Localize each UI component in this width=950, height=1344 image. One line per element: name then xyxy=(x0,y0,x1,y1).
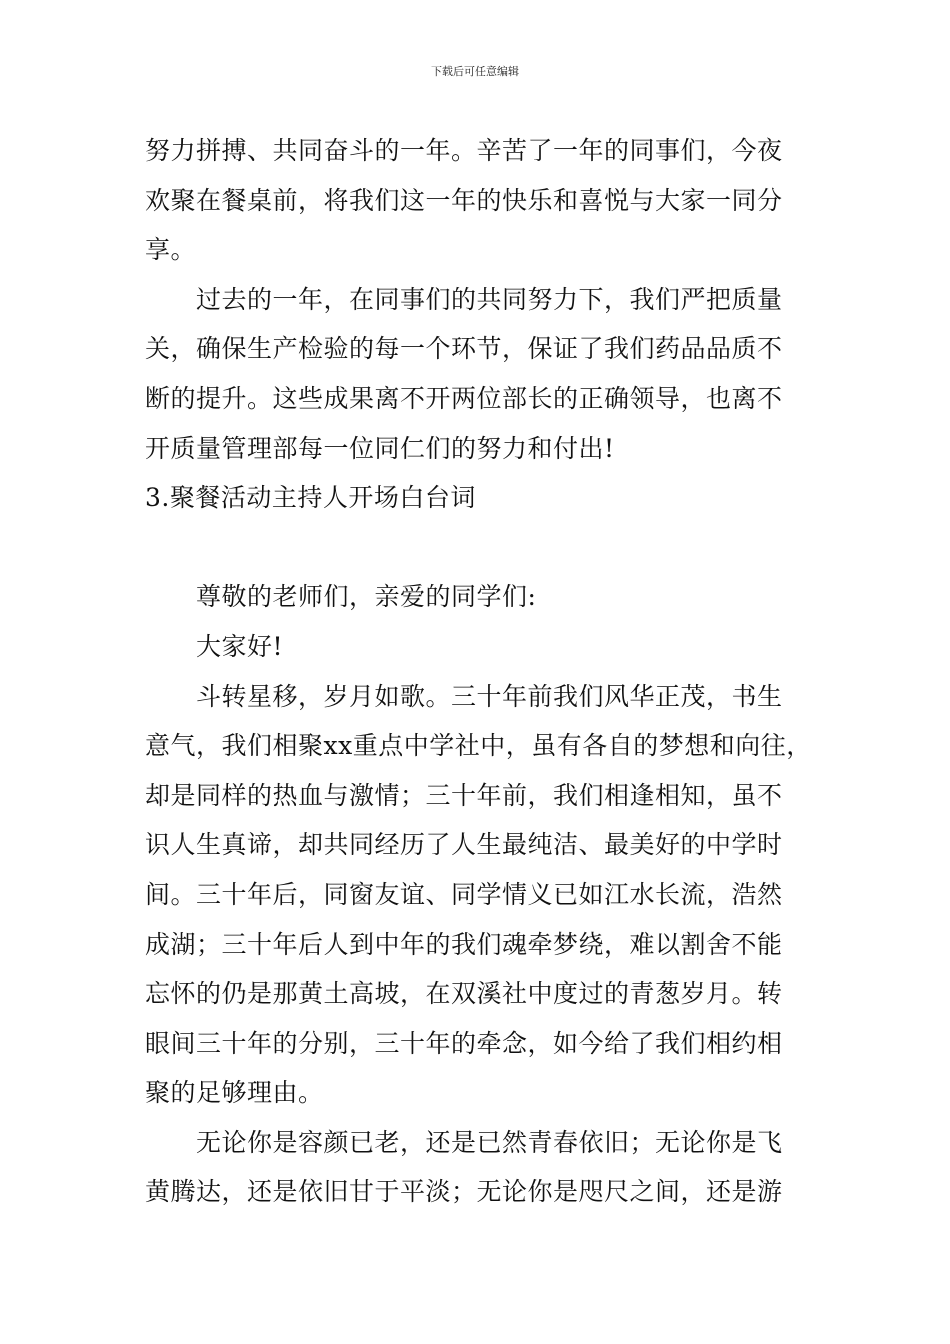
document-body xyxy=(145,126,845,1217)
paragraph-3-line-5: 间。三十年后，同窗友谊、同学情义已如江水长流，浩然 xyxy=(145,879,783,909)
blank-line xyxy=(145,523,845,573)
page-header-note: 下载后可任意编辑 xyxy=(431,65,519,78)
paragraph-2-line-2: 关，确保生产检验的每一个环节，保证了我们药品品质不 xyxy=(145,334,783,364)
section-heading: 3.聚餐活动主持人开场白台词 xyxy=(145,483,476,513)
paragraph-4-line-2: 黄腾达，还是依旧甘于平淡；无论你是咫尺之间，还是游 xyxy=(145,1177,783,1207)
paragraph-3-line-8: 眼间三十年的分别，三十年的牵念，如今给了我们相约相 xyxy=(145,1028,783,1058)
paragraph-2-line-3: 断的提升。这些成果离不开两位部长的正确领导，也离不 xyxy=(145,383,783,413)
paragraph-3-line-2: 意气，我们相聚xx重点中学社中，虽有各自的梦想和向往， xyxy=(145,731,812,761)
paragraph-3-line-4: 识人生真谛，却共同经历了人生最纯洁、最美好的中学时 xyxy=(145,830,783,860)
paragraph-2-line-1: 过去的一年，在同事们的共同努力下，我们严把质量 xyxy=(196,284,783,314)
paragraph-1-line-2: 欢聚在餐桌前，将我们这一年的快乐和喜悦与大家一同分 xyxy=(145,185,783,215)
paragraph-3-line-9: 聚的足够理由。 xyxy=(145,1078,324,1108)
salutation: 尊敬的老师们，亲爱的同学们: xyxy=(196,582,537,612)
paragraph-1-line-1: 努力拼搏、共同奋斗的一年。辛苦了一年的同事们，今夜 xyxy=(145,136,783,165)
paragraph-3-line-3: 却是同样的热血与激情；三十年前，我们相逢相知，虽不 xyxy=(145,780,783,810)
paragraph-3-line-1: 斗转星移，岁月如歌。三十年前我们风华正茂，书生 xyxy=(196,681,783,711)
paragraph-3-line-7: 忘怀的仍是那黄土高坡，在双溪社中度过的青葱岁月。转 xyxy=(145,979,783,1009)
paragraph-1-line-3: 享。 xyxy=(145,235,197,265)
paragraph-4-line-1: 无论你是容颜已老，还是已然青春依旧；无论你是飞 xyxy=(196,1127,783,1157)
paragraph-2-line-4: 开质量管理部每一位同仁们的努力和付出! xyxy=(145,433,615,463)
paragraph-3-line-6: 成湖；三十年后人到中年的我们魂牵梦绕，难以割舍不能 xyxy=(145,929,783,959)
greeting: 大家好! xyxy=(196,631,284,661)
